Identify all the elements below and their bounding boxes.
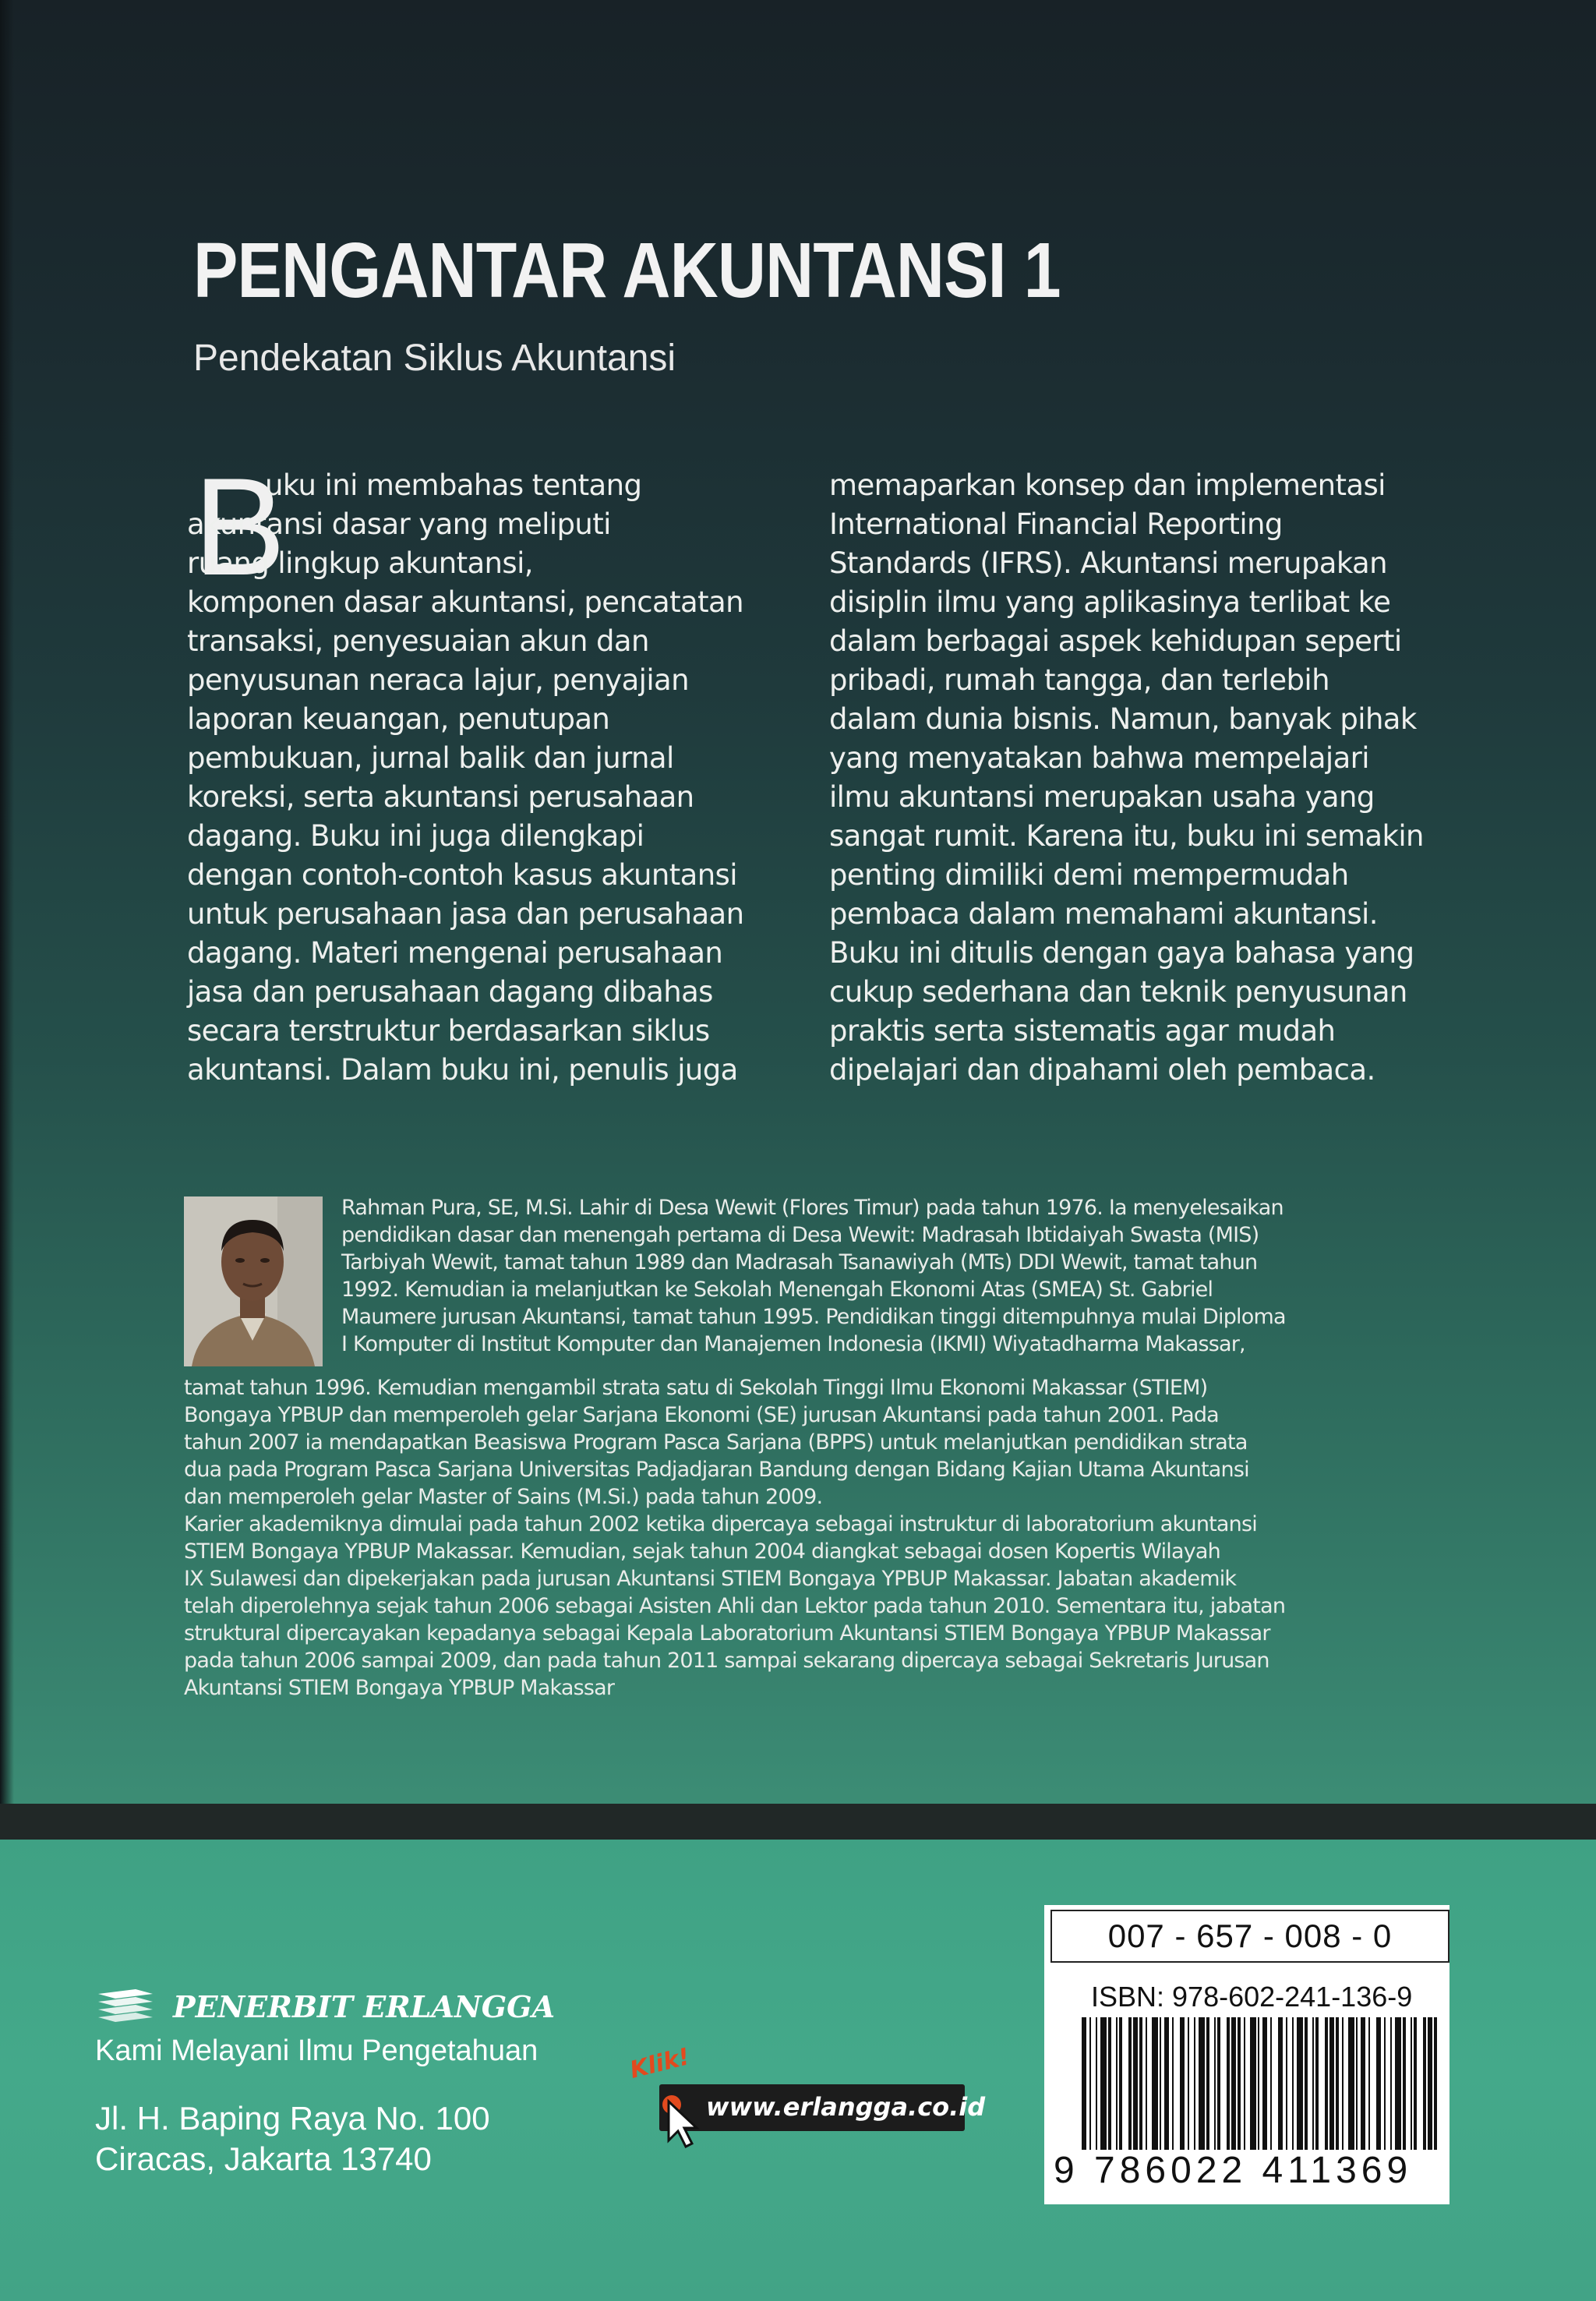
- website-url: www.erlangga.co.id: [706, 2092, 986, 2122]
- barcode-bar: [1199, 2017, 1205, 2150]
- barcode-bar: [1336, 2017, 1339, 2150]
- barcode-bar: [1390, 2017, 1392, 2150]
- barcode-bar: [1116, 2017, 1118, 2150]
- barcode-bar: [1270, 2017, 1272, 2150]
- barcode-bar: [1376, 2017, 1381, 2150]
- barcode-bar: [1194, 2017, 1195, 2150]
- isbn-text: ISBN: 978-602-241-136-9: [1091, 1981, 1413, 2013]
- barcode-bar: [1312, 2017, 1314, 2150]
- barcode-bar: [1361, 2017, 1365, 2150]
- barcode-bar: [1395, 2017, 1401, 2150]
- barcode-bar: [1428, 2017, 1432, 2150]
- stacked-books-icon: [95, 1986, 156, 2022]
- barcode-bar: [1096, 2017, 1097, 2150]
- description-left-text: uku ini membahas tentang akuntansi dasar yang meliputi ruang lingkup akuntansi, komponen dasar akuntansi, pencatatan transaksi, penyesuaian akun dan penyusunan neraca lajur, penyajian laporan keuangan, penutupan pembukuan, jurnal balik dan jurnal koreksi, serta akuntansi perusahaan dagang. Buku ini juga dilengkapi dengan contoh-contoh kasus akuntansi untuk perusahaan jasa dan perusahaan dagang. Materi mengenai perusahaan jasa dan perusahaan dagang dibahas secara terstruktur berdasarkan siklus akuntansi. Dalam buku ini, penulis juga: [187, 468, 744, 1087]
- description-left-column: [187, 449, 795, 1090]
- barcode-bar: [1315, 2017, 1319, 2150]
- book-subtitle: Pendekatan Siklus Akuntansi: [193, 338, 676, 379]
- barcode-bar: [1278, 2017, 1283, 2150]
- barcode-bar: [1348, 2017, 1354, 2150]
- barcode-bar: [1258, 2017, 1259, 2150]
- drop-cap-letter: B: [193, 449, 286, 604]
- barcode-bar: [1414, 2017, 1417, 2150]
- barcode-bar: [1368, 2017, 1370, 2150]
- mouse-cursor-icon: [658, 2094, 708, 2148]
- barcode-bar: [1356, 2017, 1358, 2150]
- barcode-bar: [1325, 2017, 1328, 2150]
- barcode-bar: [1423, 2017, 1426, 2150]
- barcode-bar: [1082, 2017, 1086, 2150]
- barcode-bar: [1384, 2017, 1386, 2150]
- website-badge: [623, 2043, 986, 2142]
- author-bio-top: Rahman Pura, SE, M.Si. Lahir di Desa Wewit (Flores Timur) pada tahun 1976. Ia menyelesaikan pendidikan dasar dan menengah pertama di Desa Wewit: Madrasah Ibtidaiyah Swasta (MIS) Tarbiyah Wewit, tamat tahun 1989 dan Madrasah Tsanawiyah (MTs) DDI Wewit, tamat tahun 1992. Kemudian ia melanjutkan ke Sekolah Menengah Ekonomi Atas (SMEA) St. Gabriel Maumere jurusan Akuntansi, tamat tahun 1995. Pendidikan tinggi ditempuhnya mulai Diploma I Komputer di Institut Komputer dan Manajemen Indonesia (IKMI) Wiyatadharma Makassar,: [341, 1196, 1286, 1356]
- description-right-column: memaparkan konsep dan implementasi International Financial Reporting Standards (IFRS). Akuntansi merupakan disiplin ilmu yang aplikasinya terlibat ke dalam berbagai aspek kehidupan seperti pribadi, rumah tangga, dan terlebih dalam dunia bisnis. Namun, banyak pihak yang menyatakan bahwa mempelajari ilmu akuntansi merupakan usaha yang sangat rumit. Karena itu, buku ini semakin penting dimiliki demi mempermudah pembaca dalam memahami akuntansi. Buku ini ditulis dengan gaya bahasa yang cukup sederhana dan teknik penyusunan praktis serta sistematis agar mudah dipelajari dan dipahami oleh pembaca.: [829, 468, 1424, 1087]
- barcode-bar: [1108, 2017, 1111, 2150]
- barcode-bar: [1214, 2017, 1216, 2150]
- author-portrait-icon: [184, 1196, 323, 1366]
- author-bio-bottom: tamat tahun 1996. Kemudian mengambil strata satu di Sekolah Tinggi Ilmu Ekonomi Makassar (STIEM) Bongaya YPBUP dan memperoleh gelar Sarjana Ekonomi (SE) jurusan Akuntansi pada tahun 2001. Pada tahun 2007 ia mendapatkan Beasiswa Program Pasca Sarjana (BPPS) untuk melanjutkan pendidikan strata dua pada Program Pasca Sarjana Universitas Padjadjaran Bandung dengan Bidang Kajian Utama Akuntansi dan memperoleh gelar Master of Sains (M.Si.) pada tahun 2009. Karier akademiknya dimulai pada tahun 2002 ketika dipercaya sebagai instruktur di laboratorium akuntansi STIEM Bongaya YPBUP Makassar. Kemudian, sejak tahun 2004 diangkat sebagai dosen Kopertis Wilayah IX Sulawesi dan dipekerjakan pada jurusan Akuntansi STIEM Bongaya YPBUP Makassar. Jabatan akademik telah diperolehnya sejak tahun 2006 sebagai Asisten Ahli dan Lektor pada tahun 2010. Sementara itu, jabatan struktural dipercayakan kepadanya sebagai Kepala Laboratorium Akuntansi STIEM Bongaya YPBUP Makassar pada tahun 2006 sampai 2009, dan pada tahun 2011 sampai sekarang dipercaya sebagai Sekretaris Jurusan Akuntansi STIEM Bongaya YPBUP Makassar: [184, 1376, 1286, 1700]
- barcode-bar: [1227, 2017, 1230, 2150]
- barcode-bar: [1250, 2017, 1256, 2150]
- barcode-bar: [1434, 2017, 1437, 2150]
- barcode-bar: [1133, 2017, 1138, 2150]
- klik-label: Klik!: [627, 2043, 693, 2084]
- barcode-bar: [1411, 2017, 1412, 2150]
- author-photo: [184, 1196, 323, 1366]
- barcode-bar: [1206, 2017, 1209, 2150]
- barcode-bar: [1152, 2017, 1158, 2150]
- barcode-bar: [1089, 2017, 1091, 2150]
- publisher-slogan: Kami Melayani Ilmu Pengetahuan: [95, 2034, 538, 2067]
- barcode-bar: [1119, 2017, 1122, 2150]
- barcode-bar: [1238, 2017, 1241, 2150]
- barcode-bar: [1231, 2017, 1236, 2150]
- barcode-bar: [1403, 2017, 1406, 2150]
- barcode-bar: [1297, 2017, 1303, 2150]
- barcode-bar: [1244, 2017, 1245, 2150]
- barcode-bar: [1139, 2017, 1142, 2150]
- barcode-bar: [1305, 2017, 1308, 2150]
- barcode-bar: [1342, 2017, 1344, 2150]
- barcode-bar: [1217, 2017, 1220, 2150]
- barcode-bar: [1146, 2017, 1147, 2150]
- publisher-address: Jl. H. Baping Raya No. 100 Ciracas, Jakarta 13740: [95, 2100, 490, 2177]
- barcode-bar: [1164, 2017, 1169, 2150]
- barcode-bar: [1160, 2017, 1161, 2150]
- barcode-bar: [1286, 2017, 1287, 2150]
- barcode-bar: [1172, 2017, 1174, 2150]
- barcode-bar: [1100, 2017, 1107, 2150]
- barcode-bar: [1180, 2017, 1185, 2150]
- barcode-bar: [1128, 2017, 1132, 2150]
- divider-stripe: [0, 1804, 1596, 1840]
- publisher-name: PENERBIT ERLANGGA: [173, 1989, 556, 2024]
- barcode-bar: [1262, 2017, 1267, 2150]
- product-code: 007 - 657 - 008 - 0: [1050, 1910, 1449, 1963]
- barcode-bar: [1329, 2017, 1334, 2150]
- barcode-bar: [1292, 2017, 1294, 2150]
- barcode-number: 9 786022 411369: [1054, 2150, 1413, 2191]
- barcode-bar: [1188, 2017, 1189, 2150]
- book-title: PENGANTAR AKUNTANSI 1: [193, 227, 1061, 314]
